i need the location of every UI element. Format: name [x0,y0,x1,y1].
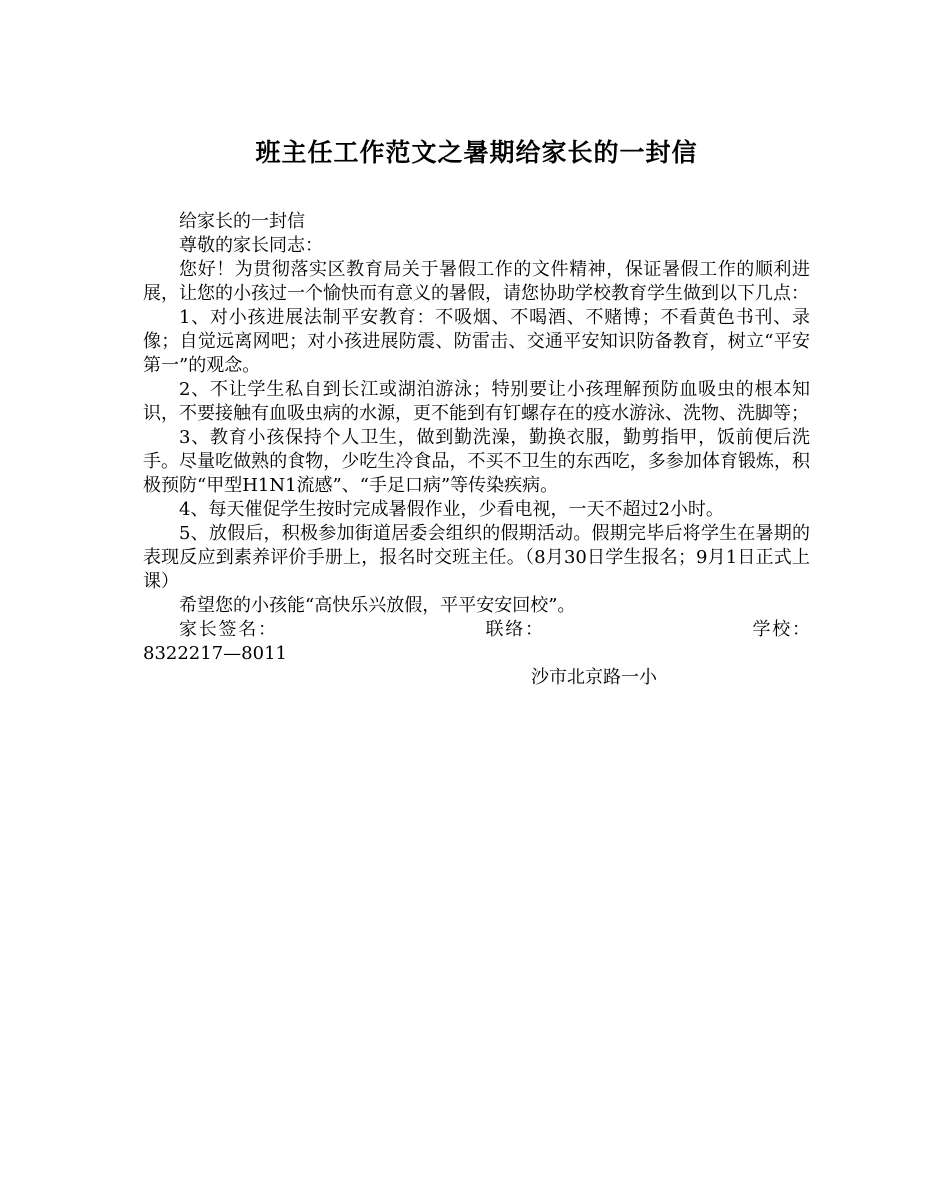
paragraph-item-2: 2、不让学生私自到长江或湖泊游泳；特别要让小孩理解预防血吸虫的根本知识，不要接触有血吸虫病的水源，更不能到有钉螺存在的疫水游泳、洗物、洗脚等； [143,379,810,424]
paragraph-item-4: 4、每天催促学生按时完成暑假作业，少看电视，一天不超过2小时。 [179,499,724,520]
letter-body [143,210,810,690]
school-phone: 学校：8322217—8011 [143,619,810,664]
contact-label: 联络： [483,619,545,640]
school-name: 沙市北京路一小 [531,667,657,688]
letter-salutation: 尊敬的家长同志： [179,235,323,256]
signature-row [143,618,810,666]
paragraph-intro: 您好！为贯彻落实区教育局关于暑假工作的文件精神，保证暑假工作的顺利进展，让您的小孩过一个愉快而有意义的暑假，请您协助学校教育学生做到以下几点： [143,259,810,304]
paragraph-item-5: 5、放假后，积极参加街道居委会组织的假期活动。假期完毕后将学生在暑期的表现反应到素养评价手册上，报名时交班主任。（8月30日学生报名；9月1日正式上课） [143,523,810,592]
parent-signature-label: 家长签名： [179,619,278,640]
document-title: 班主任工作范文之暑期给家长的一封信 [255,138,698,167]
letter-subtitle: 给家长的一封信 [179,211,305,232]
paragraph-closing: 希望您的小孩能“高快乐兴放假，平平安安回校”。 [179,595,576,616]
paragraph-item-1: 1、对小孩进展法制平安教育：不吸烟、不喝酒、不赌博；不看黄色书刊、录像；自觉远离网吧；对小孩进展防震、防雷击、交通平安知识防备教育，树立“平安第一”的观念。 [143,307,810,376]
paragraph-item-3: 3、教育小孩保持个人卫生，做到勤洗澡，勤换衣服，勤剪指甲，饭前便后洗手。尽量吃做熟的食物，少吃生冷食品，不买不卫生的东西吃，多参加体育锻炼，积极预防“甲型H1N1流感”、“手足口病”等传染疾病。 [143,427,810,496]
